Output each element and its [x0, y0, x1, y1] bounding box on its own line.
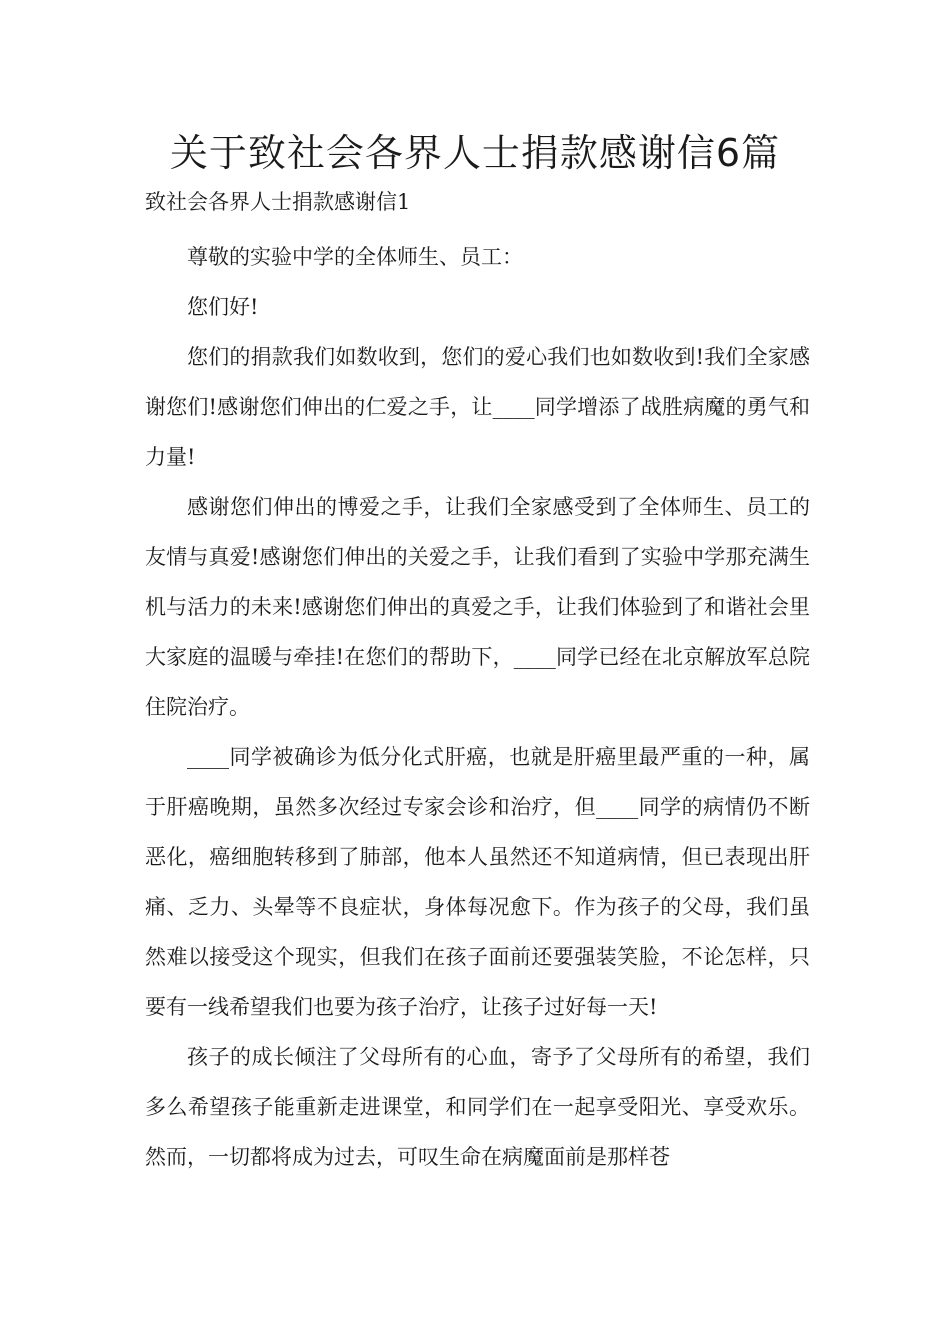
document-title: 关于致社会各界人士捐款感谢信6篇: [169, 131, 781, 175]
salutation: 尊敬的实验中学的全体师生、员工：: [187, 245, 523, 269]
letter-heading: 致社会各界人士捐款感谢信1: [145, 190, 411, 214]
greeting: 您们好!: [187, 295, 259, 319]
body-paragraph: 孩子的成长倾注了父母所有的心血，寄予了父母所有的希望，我们多么希望孩子能重新走进课堂，和同学们在一起享受阳光、享受欢乐。然而，一切都将成为过去，可叹生命在病魔面前是那样苍: [145, 1045, 810, 1169]
body-paragraph: 感谢您们伸出的博爱之手，让我们全家感受到了全体师生、员工的友情与真爱!感谢您们伸出的关爱之手，让我们看到了实验中学那充满生机与活力的未来!感谢您们伸出的真爱之手，让我们体验到了和谐社会里大家庭的温暖与牵挂!在您们的帮助下，____同学已经在北京解放军总院住院治疗。: [145, 495, 810, 719]
letter-body: [145, 232, 810, 1182]
body-paragraph: 您们的捐款我们如数收到，您们的爱心我们也如数收到!我们全家感谢您们!感谢您们伸出的仁爱之手，让____同学增添了战胜病魔的勇气和力量!: [145, 345, 810, 469]
body-paragraph: ____同学被确诊为低分化式肝癌，也就是肝癌里最严重的一种，属于肝癌晚期，虽然多次经过专家会诊和治疗，但____同学的病情仍不断恶化，癌细胞转移到了肺部，他本人虽然还不知道病情，但已表现出肝痛、乏力、头晕等不良症状，身体每况愈下。作为孩子的父母，我们虽然难以接受这个现实，但我们在孩子面前还要强装笑脸，不论怎样，只要有一线希望我们也要为孩子治疗，让孩子过好每一天!: [145, 745, 810, 1019]
